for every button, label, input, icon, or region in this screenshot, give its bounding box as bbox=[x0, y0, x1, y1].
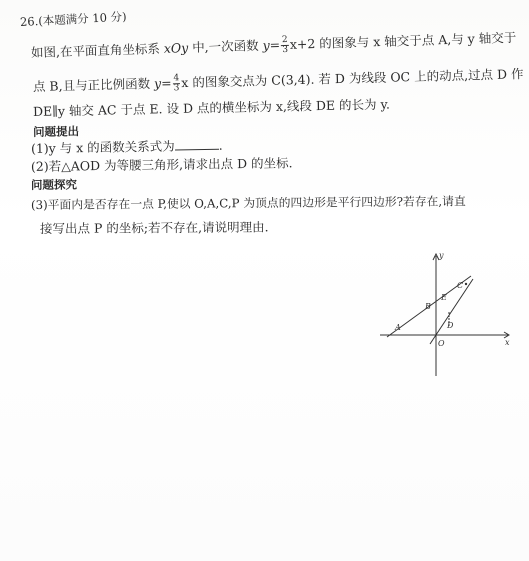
label-o: O bbox=[438, 339, 445, 348]
math-xoy: xOy bbox=[163, 40, 189, 56]
question-1: (1)y 与 x 的函数关系式为 . bbox=[30, 137, 223, 156]
math-y: y= bbox=[153, 75, 172, 91]
text-segment: x+2 的图象与 x 轴交于点 A,与 y 轴交于 bbox=[289, 29, 517, 52]
problem-header bbox=[20, 8, 127, 30]
text-segment: 如图,在平面直角坐标系 bbox=[30, 40, 165, 60]
point-c bbox=[465, 283, 467, 285]
problem-line-3 bbox=[33, 97, 390, 120]
text-segment: 点 B,且与正比例函数 bbox=[32, 75, 155, 94]
answer-blank bbox=[175, 139, 219, 151]
question-3-line-1: (3)平面内是否存在一点 P,使以 O,A,C,P 为顶点的四边形是平行四边形?若存在,请直 bbox=[30, 194, 466, 212]
text-segment: 中,一次函数 bbox=[187, 37, 263, 56]
label-c: C bbox=[457, 281, 464, 290]
label-e: E bbox=[441, 293, 447, 302]
question-3-line-2: 接写出点 P 的坐标;若不存在,请说明理由. bbox=[39, 219, 269, 236]
section-heading-1: 问题提出 bbox=[32, 124, 80, 139]
label-y: y bbox=[439, 251, 444, 260]
coordinate-figure bbox=[375, 248, 515, 383]
section-heading-2: 问题探究 bbox=[30, 177, 78, 192]
label-x: x bbox=[505, 338, 510, 347]
label-b: B bbox=[425, 302, 431, 311]
problem-line-1 bbox=[31, 29, 517, 63]
math-y: y= bbox=[262, 37, 281, 53]
text-segment: DE∥y 轴交 AC 于点 E. 设 D 点的横坐标为 x,线段 DE 的长为 y. bbox=[32, 96, 391, 119]
text-segment: x 的图象交点为 C(3,4). 若 D 为线段 OC 上的动点,过点 D 作 bbox=[181, 66, 524, 91]
problem-line-2 bbox=[33, 65, 524, 97]
problem-number-score: 26.(本题满分 10 分) bbox=[19, 9, 127, 29]
label-d: D bbox=[447, 321, 454, 330]
fraction-two-thirds: $\frac{2}{3}$ bbox=[281, 34, 289, 56]
question-2: (2)若△AOD 为等腰三角形,请求出点 D 的坐标. bbox=[30, 155, 293, 174]
fraction-four-thirds: $\frac{4}{3}$ bbox=[173, 73, 180, 94]
label-a: A bbox=[395, 323, 401, 332]
